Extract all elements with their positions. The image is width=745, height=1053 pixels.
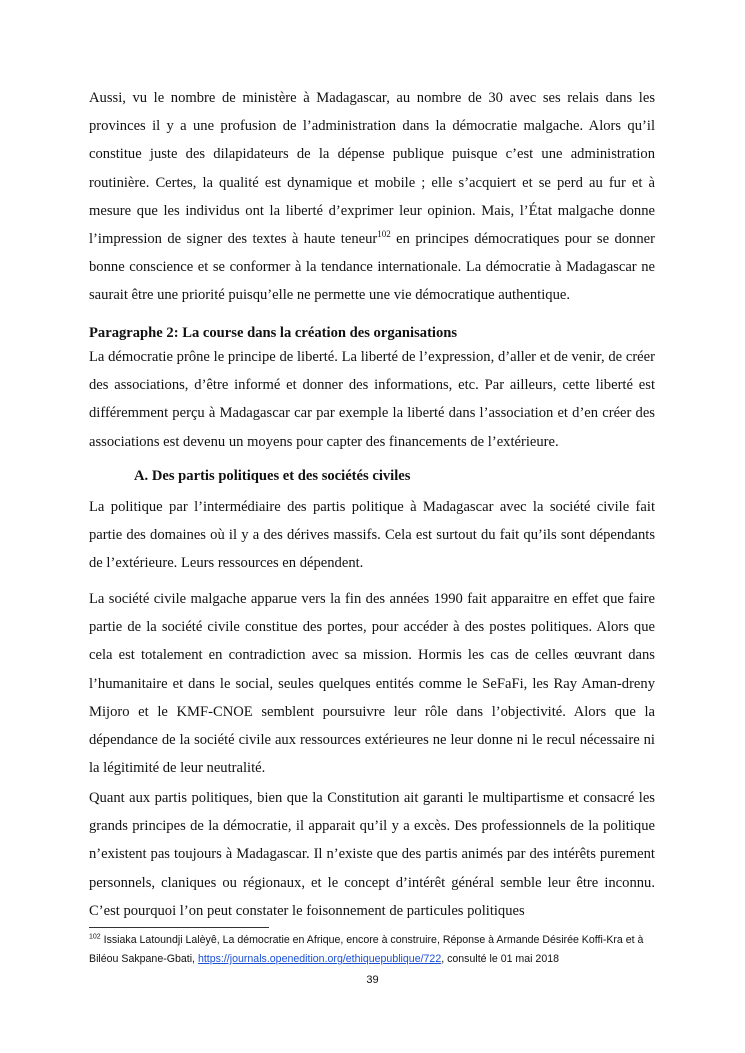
paragraph-societe-civile: La société civile malgache apparue vers la fin des années 1990 fait apparaitre en effet que faire partie de la société civile constitue des portes, pour accéder à des postes politiques. Alors que cela est totalement en contradiction avec sa mission. Hormis les cas de celles œuvrant dans l’humanitaire et dans le social, seules quelques entités comme le SeFaFi, les Ray Aman-dreny Mijoro et le KMF-CNOE semblent poursuivre leur rôle dans l’objectivité. Alors que la dépendance de la société civile aux ressources extérieures ne leur donne ni le recul nécessaire ni la légitimité de leur neutralité. bbox=[89, 591, 655, 777]
footnote-reference[interactable]: 102 bbox=[377, 229, 391, 240]
footnote-number: 102 bbox=[89, 933, 101, 941]
paragraph-partis-politiques: Quant aux partis politiques, bien que la Constitution ait garanti le multipartisme et consacré les grands principes de la démocratie, il apparait qu’il y a excès. Des professionnels de la politique n’existent pas toujours à Madagascar. Il n’existe que des partis animés par des intérêts purement personnels, claniques ou régionaux, et le concept d’intérêt général semble leur être inconnu. C’est pourquoi l’on peut constater le foisonnement de particules politiques bbox=[89, 790, 655, 919]
paragraph-text: Aussi, vu le nombre de ministère à Madagascar, au nombre de 30 avec ses relais dans les provinces il y a une profusion de l’administration dans la démocratie malgache. Alors qu’il constitue juste des dilapidateurs de la dépense publique puisque c’est une administration routinière. Certes, la qualité est dynamique et mobile ; elle s’acquiert et se perd au fur et à mesure que les individus ont la liberté d’exprimer leur opinion. Mais, l’État malgache donne l’impression de signer des textes à haute teneur bbox=[89, 90, 655, 248]
footnote-link[interactable]: https://journals.openedition.org/ethiquepublique/722 bbox=[197, 953, 442, 965]
paragraph-administration bbox=[89, 84, 655, 310]
paragraph-text-continued: en principes démocratiques pour se donner bonne conscience et se conformer à la tendance internationale. La démocratie à Madagascar ne saurait être une priorité puisqu’elle ne permette une vie démocratique authentique. bbox=[89, 231, 655, 304]
subsection-heading: A. Des partis politiques et des sociétés civiles bbox=[134, 468, 411, 484]
section-heading: Paragraphe 2: La course dans la création des organisations bbox=[89, 325, 458, 341]
footnote-access-date: , consulté le 01 mai 2018 bbox=[441, 953, 560, 965]
footnote bbox=[89, 931, 664, 969]
footnote-divider bbox=[89, 927, 269, 928]
paragraph-liberte: La démocratie prône le principe de liberté. La liberté de l’expression, d’aller et de venir, de créer des associations, d’être informé et donner des informations, etc. Par ailleurs, cette liberté est différemment perçu à Madagascar car par exemple la liberté dans l’association et d’en créer des associations est devenu un moyens pour capter des financements de l’extérieure. bbox=[89, 349, 655, 450]
paragraph-partis-societe-civile: La politique par l’intermédiaire des partis politique à Madagascar avec la société civile fait partie des domaines où il y a des dérives massifs. Cela est surtout du fait qu’ils sont dépendants de l’extérieure. Leurs ressources en dépendent. bbox=[89, 499, 655, 572]
footnote-citation: Issiaka Latoundji Lalèyê, La démocratie en Afrique, encore à construire, Réponse à Armande Désirée Koffi-Kra et à Biléou Sakpane-Gbati, bbox=[89, 934, 644, 965]
page-number: 39 bbox=[366, 974, 379, 986]
